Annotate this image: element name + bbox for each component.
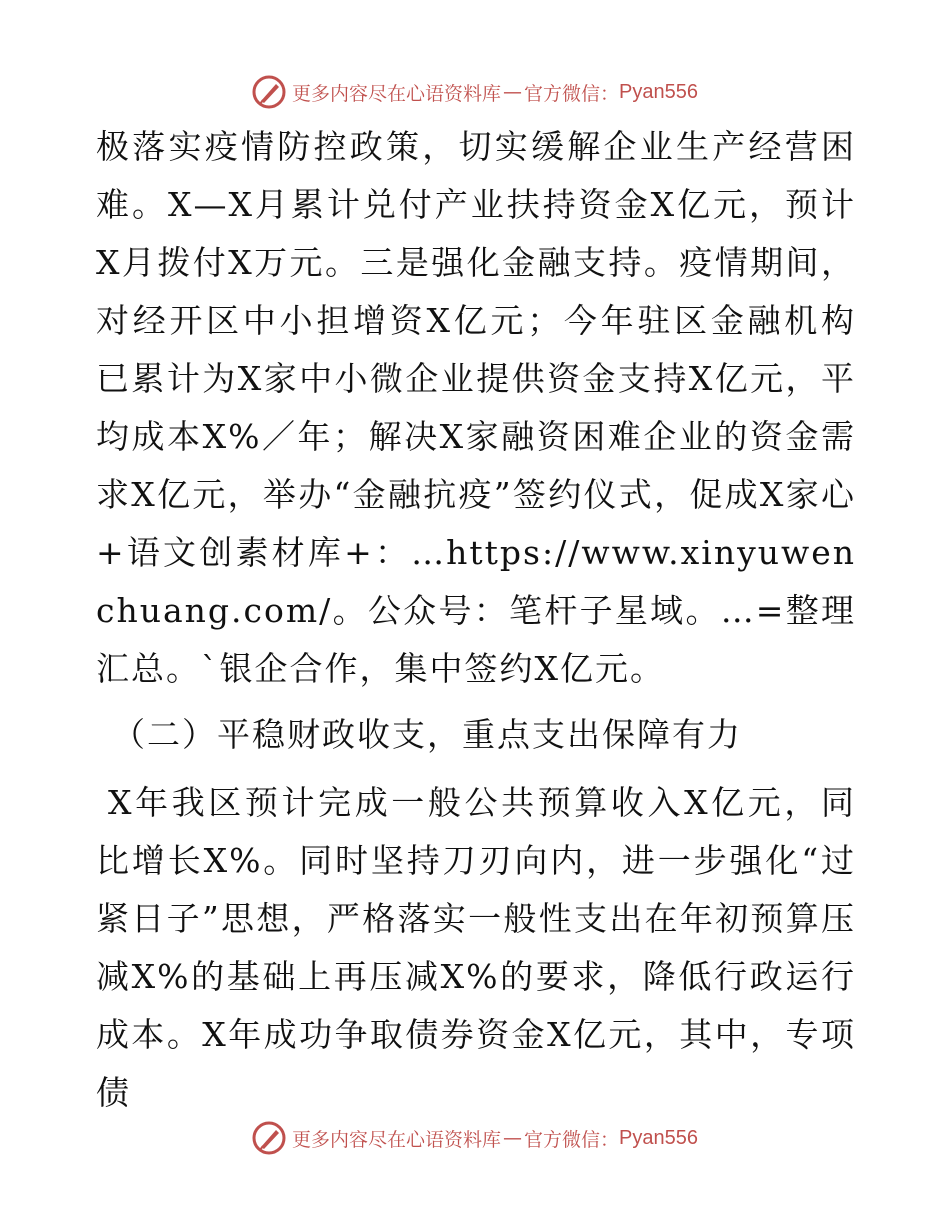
banner-text: 更多内容尽在心语资料库 bbox=[292, 1128, 502, 1151]
section-heading: （二）平稳财政收支，重点支出保障有力 bbox=[112, 715, 742, 754]
banner-separator: — bbox=[503, 1127, 523, 1149]
quill-logo-icon bbox=[252, 1121, 286, 1155]
banner-separator: — bbox=[503, 81, 523, 103]
paragraph-2: X年我区预计完成一般公共预算收入X亿元，同比增长X%。同时坚持刀刃向内，进一步强化“过紧日子”思想，严格落实一般性支出在年初预算压减X%的基础上再压减X%的要求，降低行政运行成本。X年成功争取债券资金X亿元，其中，专项债 bbox=[96, 783, 856, 1112]
banner-text: 更多内容尽在心语资料库 bbox=[292, 82, 502, 105]
footer-banner bbox=[0, 1118, 950, 1158]
banner-wechat-id: Pyan556 bbox=[619, 1126, 698, 1149]
banner-wechat-id: Pyan556 bbox=[619, 80, 698, 103]
paragraph-1: 极落实疫情防控政策，切实缓解企业生产经营困难。X—X月累计兑付产业扶持资金X亿元，预计X月拨付X万元。三是强化金融支持。疫情期间，对经开区中小担增资X亿元；今年驻区金融机构已累计为X家中小微企业提供资金支持X亿元，平均成本X%／年；解决X家融资困难企业的资金需求X亿元，举办“金融抗疫”签约仪式，促成X家心+语文创素材库+：…https://www.xinyuwenchuang.com/。公众号：笔杆子星域。…=整理汇总。`银企合作，集中签约X亿元。 bbox=[96, 127, 856, 688]
quill-logo-icon bbox=[252, 75, 286, 109]
banner-official-label: 官方微信： bbox=[524, 82, 620, 105]
banner-official-label: 官方微信： bbox=[524, 1128, 620, 1151]
header-banner bbox=[0, 72, 950, 112]
document-body bbox=[96, 118, 856, 1122]
